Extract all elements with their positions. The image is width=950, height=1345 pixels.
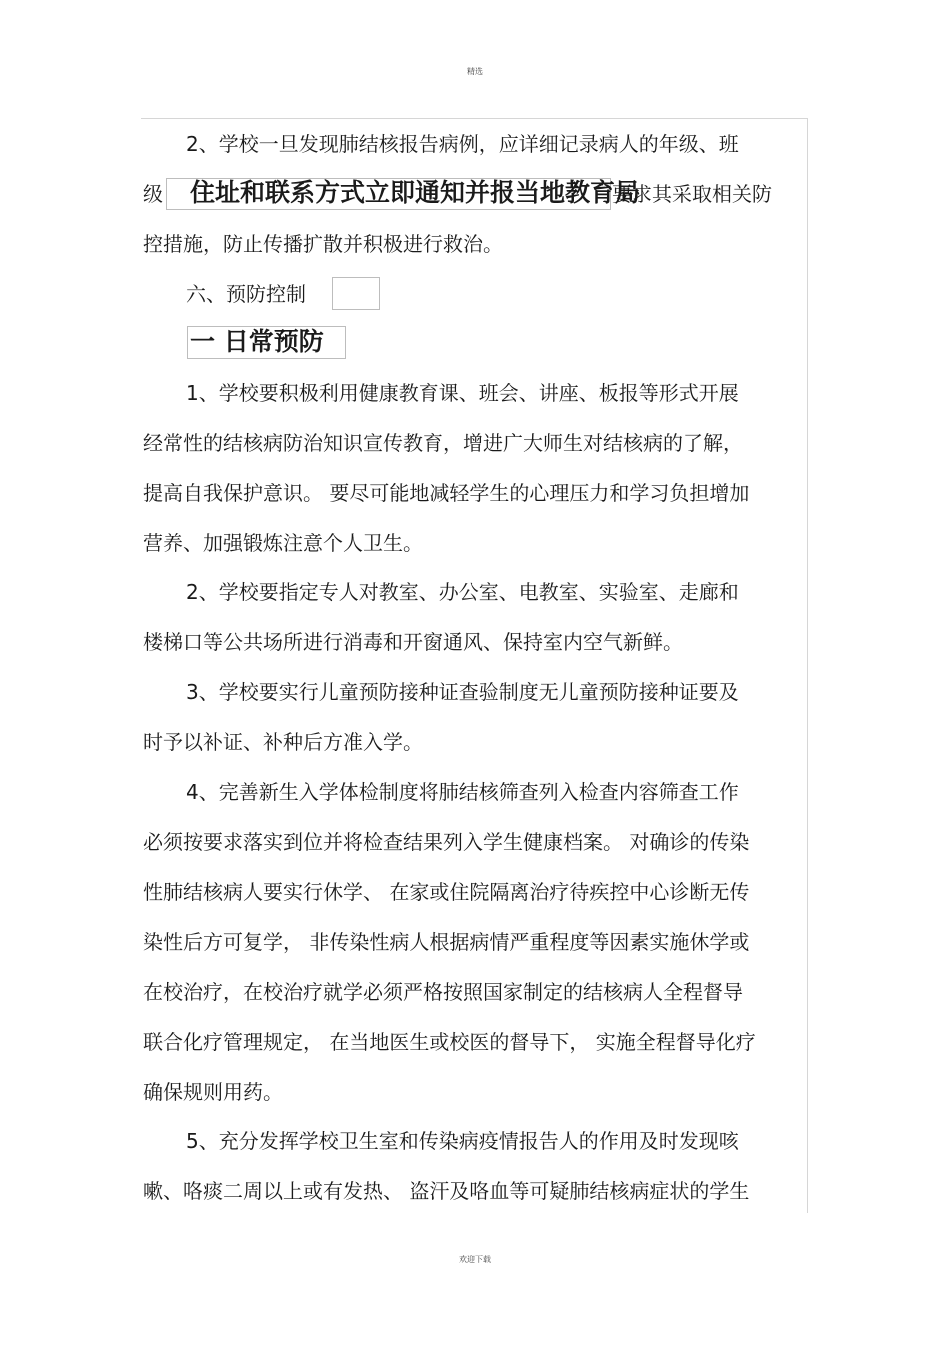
paragraph-line: 嗽、咯痰二周以上或有发热、 盗汗及咯血等可疑肺结核病症状的学生 (143, 1179, 750, 1203)
paragraph-line: 要求其采取相关防 (612, 182, 772, 206)
paragraph-line: 在校治疗，在校治疗就学必须严格按照国家制定的结核病人全程督导 (143, 980, 743, 1004)
paragraph-line: 染性后方可复学， 非传染性病人根据病情严重程度等因素实施休学或 (143, 930, 750, 954)
emphasized-text: 住址和联系方式立即通知并报当地教育局 (190, 178, 641, 207)
empty-box (332, 277, 380, 310)
paragraph-line: 1、学校要积极利用健康教育课、班会、讲座、板报等形式开展 (186, 381, 739, 405)
paragraph-line: 确保规则用药。 (143, 1080, 283, 1104)
paragraph-line: 时予以补证、补种后方准入学。 (143, 730, 423, 754)
paragraph-line: 必须按要求落实到位并将检查结果列入学生健康档案。 对确诊的传染 (143, 830, 750, 854)
subheading: 一 日常预防 (190, 327, 324, 356)
paragraph-line: 2、学校一旦发现肺结核报告病例，应详细记录病人的年级、班 (186, 132, 739, 156)
paragraph-line: 经常性的结核病防治知识宣传教育，增进广大师生对结核病的了解， (143, 431, 743, 455)
paragraph-line: 2、学校要指定专人对教室、办公室、电教室、实验室、走廊和 (186, 580, 739, 604)
paragraph-line: 营养、加强锻炼注意个人卫生。 (143, 531, 423, 555)
paragraph-line: 5、充分发挥学校卫生室和传染病疫情报告人的作用及时发现咳 (186, 1129, 739, 1153)
paragraph-line: 3、学校要实行儿童预防接种证查验制度无儿童预防接种证要及 (186, 680, 739, 704)
paragraph-line: 提高自我保护意识。 要尽可能地减轻学生的心理压力和学习负担增加 (143, 481, 750, 505)
paragraph-line: 性肺结核病人要实行休学、 在家或住院隔离治疗待疾控中心诊断无传 (143, 880, 750, 904)
paragraph-line: 级 (143, 182, 163, 206)
paragraph-line: 4、完善新生入学体检制度将肺结核筛查列入检查内容筛查工作 (186, 780, 739, 804)
page-header: 精选 (467, 67, 483, 76)
paragraph-line: 楼梯口等公共场所进行消毒和开窗通风、保持室内空气新鲜。 (143, 630, 683, 654)
paragraph-line: 控措施，防止传播扩散并积极进行救治。 (143, 232, 503, 256)
paragraph-line: 联合化疗管理规定， 在当地医生或校医的督导下， 实施全程督导化疗 (143, 1030, 756, 1054)
page-footer: 欢迎下载 (459, 1255, 491, 1264)
section-heading: 六、预防控制 (186, 282, 306, 306)
